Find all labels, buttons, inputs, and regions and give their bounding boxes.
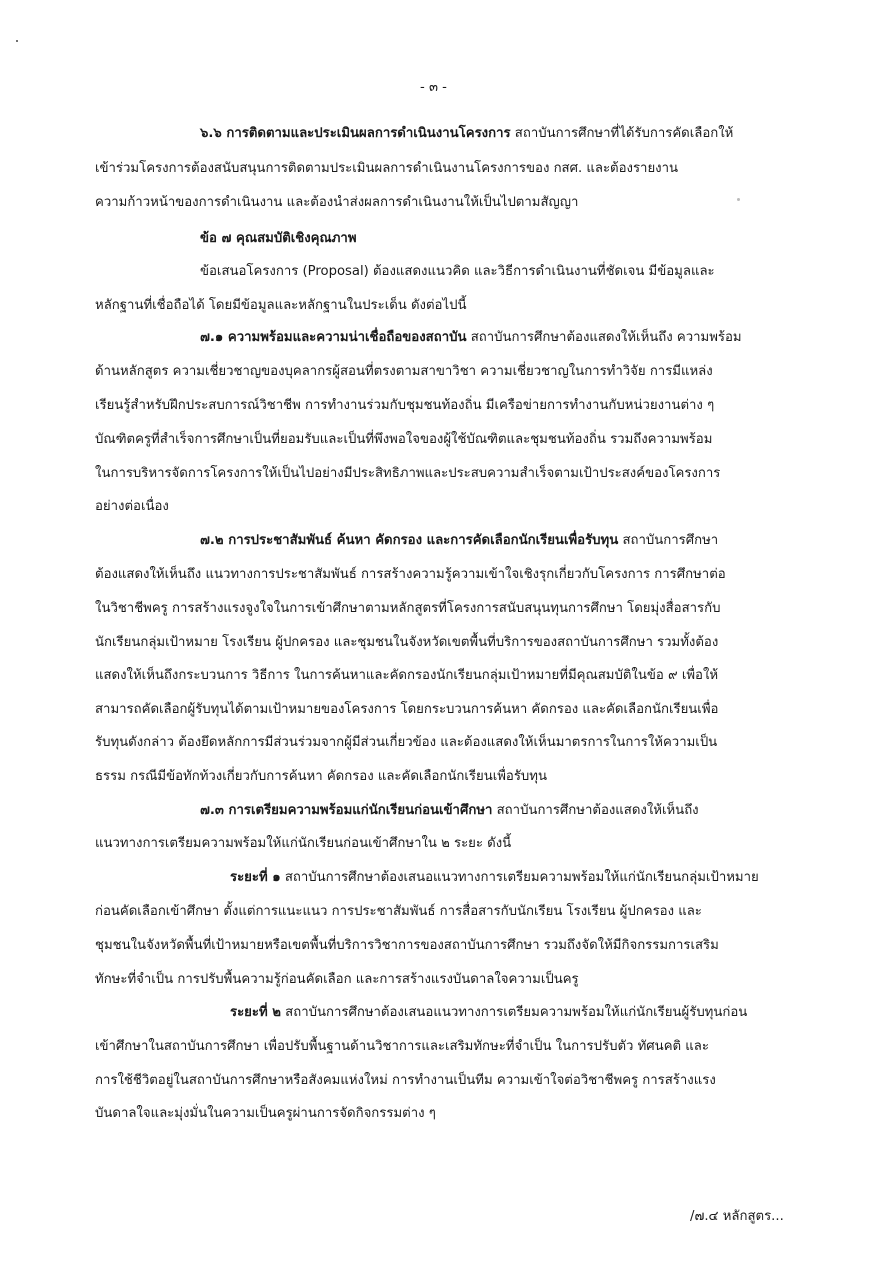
scan-speck xyxy=(737,198,740,201)
paragraph-line: การใช้ชีวิตอยู่ในสถาบันการศึกษาหรือสังคมแห่งใหม่ การทำงานเป็นทีม ความเข้าใจต่อวิชาชีพครู การสร้างแรง xyxy=(95,1073,716,1088)
paragraph-line: รับทุนดังกล่าว ต้องยึดหลักการมีส่วนร่วมจากผู้มีส่วนเกี่ยวข้อง และต้องแสดงให้เห็นมาตรการในการให้ความเป็น xyxy=(95,735,718,750)
page-number: - ๓ - xyxy=(420,80,447,95)
paragraph-line: บันดาลใจและมุ่งมั่นในความเป็นครูผ่านการจัดกิจกรรมต่าง ๆ xyxy=(95,1106,436,1121)
paragraph-line: บัณฑิตครูที่สำเร็จการศึกษาเป็นที่ยอมรับและเป็นที่พึงพอใจของผู้ใช้บัณฑิตและชุมชนท้องถิ่น รวมถึงความพร้อม xyxy=(95,432,713,447)
section-6-6-heading: ๖.๖ การติดตามและประเมินผลการดำเนินงานโครงการ xyxy=(200,126,511,141)
paragraph-line: ด้านหลักสูตร ความเชี่ยวชาญของบุคลากรผู้สอนที่ตรงตามสาขาวิชา ความเชี่ยวชาญในการทำวิจัย การมีแหล่ง xyxy=(95,364,713,379)
section-7-3-line-1 xyxy=(200,801,699,821)
paragraph-text: สถาบันการศึกษาต้องแสดงให้เห็นถึง xyxy=(496,803,699,818)
paragraph-line: นักเรียนกลุ่มเป้าหมาย โรงเรียน ผู้ปกครอง และชุมชนในจังหวัดเขตพื้นที่บริการของสถาบันการศึกษา รวมทั้งต้อง xyxy=(95,635,719,650)
scan-speck xyxy=(16,40,18,42)
paragraph-line: แนวทางการเตรียมความพร้อมให้แก่นักเรียนก่อนเข้าศึกษาใน ๒ ระยะ ดังนี้ xyxy=(95,836,512,851)
section-7-heading: ข้อ ๗ คุณสมบัติเชิงคุณภาพ xyxy=(200,231,357,246)
section-6-6-line-1 xyxy=(200,124,733,144)
paragraph-line: แสดงให้เห็นถึงกระบวนการ วิธีการ ในการค้นหาและคัดกรองนักเรียนกลุ่มเป้าหมายที่มีคุณสมบัติในข้อ ๙ เพื่อให้ xyxy=(95,668,719,683)
paragraph-line: หลักฐานที่เชื่อถือได้ โดยมีข้อมูลและหลักฐานในประเด็น ดังต่อไปนี้ xyxy=(95,298,467,313)
paragraph-line: ในวิชาชีพครู การสร้างแรงจูงใจในการเข้าศึกษาตามหลักสูตรที่โครงการสนับสนุนทุนการศึกษา โดยมุ่งสื่อสารกับ xyxy=(95,601,721,616)
phase-2-line-1 xyxy=(230,1003,747,1023)
paragraph-line: เข้าศึกษาในสถาบันการศึกษา เพื่อปรับพื้นฐานด้านวิชาการและเสริมทักษะที่จำเป็น ในการปรับตัว ทัศนคติ และ xyxy=(95,1039,709,1054)
continuation-marker: /๗.๔ หลักสูตร... xyxy=(690,1209,784,1224)
paragraph-line: ความก้าวหน้าของการดำเนินงาน และต้องนำส่งผลการดำเนินงานให้เป็นไปตามสัญญา xyxy=(95,195,579,210)
paragraph-line: ทักษะที่จำเป็น การปรับพื้นความรู้ก่อนคัดเลือก และการสร้างแรงบันดาลใจความเป็นครู xyxy=(95,972,579,987)
phase-1-label: ระยะที่ ๑ xyxy=(230,870,281,885)
section-7-1-line-1 xyxy=(200,328,742,348)
paragraph-line: ในการบริหารจัดการโครงการให้เป็นไปอย่างมีประสิทธิภาพและประสบความสำเร็จตามเป้าประสงค์ของโครงการ xyxy=(95,466,721,481)
paragraph-line: ต้องแสดงให้เห็นถึง แนวทางการประชาสัมพันธ์ การสร้างความรู้ความเข้าใจเชิงรุกเกี่ยวกับโครงการ การศึกษาต่อ xyxy=(95,567,726,582)
paragraph-line: ธรรม กรณีมีข้อทักท้วงเกี่ยวกับการค้นหา คัดกรอง และคัดเลือกนักเรียนเพื่อรับทุน xyxy=(95,769,547,784)
phase-2-label: ระยะที่ ๒ xyxy=(230,1005,281,1020)
paragraph-line: สามารถคัดเลือกผู้รับทุนได้ตามเป้าหมายของโครงการ โดยกระบวนการค้นหา คัดกรอง และคัดเลือกนักเรียนเพื่อ xyxy=(95,702,719,717)
section-7-2-line-1 xyxy=(200,531,718,551)
paragraph-text: สถาบันการศึกษาที่ได้รับการคัดเลือกให้ xyxy=(514,126,734,141)
section-7-1-heading: ๗.๑ ความพร้อมและความน่าเชื่อถือของสถาบัน xyxy=(200,330,467,345)
phase-1-line-1 xyxy=(230,868,759,888)
paragraph-text: สถาบันการศึกษา xyxy=(622,533,719,548)
paragraph-line: เข้าร่วมโครงการต้องสนับสนุนการติดตามประเมินผลการดำเนินงานโครงการของ กสศ. และต้องรายงาน xyxy=(95,161,679,176)
paragraph-line: เรียนรู้สำหรับฝึกประสบการณ์วิชาชีพ การทำงานร่วมกับชุมชนท้องถิ่น มีเครือข่ายการทำงานกับหน่วยงานต่าง ๆ xyxy=(95,398,715,413)
paragraph-line: ข้อเสนอโครงการ (Proposal) ต้องแสดงแนวคิด และวิธีการดำเนินงานที่ชัดเจน มีข้อมูลและ xyxy=(200,264,715,279)
paragraph-text: สถาบันการศึกษาต้องเสนอแนวทางการเตรียมความพร้อมให้แก่นักเรียนกลุ่มเป้าหมาย xyxy=(284,870,759,885)
paragraph-line: ชุมชนในจังหวัดพื้นที่เป้าหมายหรือเขตพื้นที่บริการวิชาการของสถาบันการศึกษา รวมถึงจัดให้มีกิจกรรมการเสริม xyxy=(95,938,719,953)
section-7-2-heading: ๗.๒ การประชาสัมพันธ์ ค้นหา คัดกรอง และการคัดเลือกนักเรียนเพื่อรับทุน xyxy=(200,533,619,548)
section-7-3-heading: ๗.๓ การเตรียมความพร้อมแก่นักเรียนก่อนเข้าศึกษา xyxy=(200,803,493,818)
paragraph-line: อย่างต่อเนื่อง xyxy=(95,499,169,514)
paragraph-text: สถาบันการศึกษาต้องเสนอแนวทางการเตรียมความพร้อมให้แก่นักเรียนผู้รับทุนก่อน xyxy=(285,1005,748,1020)
paragraph-line: ก่อนคัดเลือกเข้าศึกษา ตั้งแต่การแนะแนว การประชาสัมพันธ์ การสื่อสารกับนักเรียน โรงเรียน ผู้ปกครอง และ xyxy=(95,904,702,919)
paragraph-text: สถาบันการศึกษาต้องแสดงให้เห็นถึง ความพร้อม xyxy=(470,330,742,345)
